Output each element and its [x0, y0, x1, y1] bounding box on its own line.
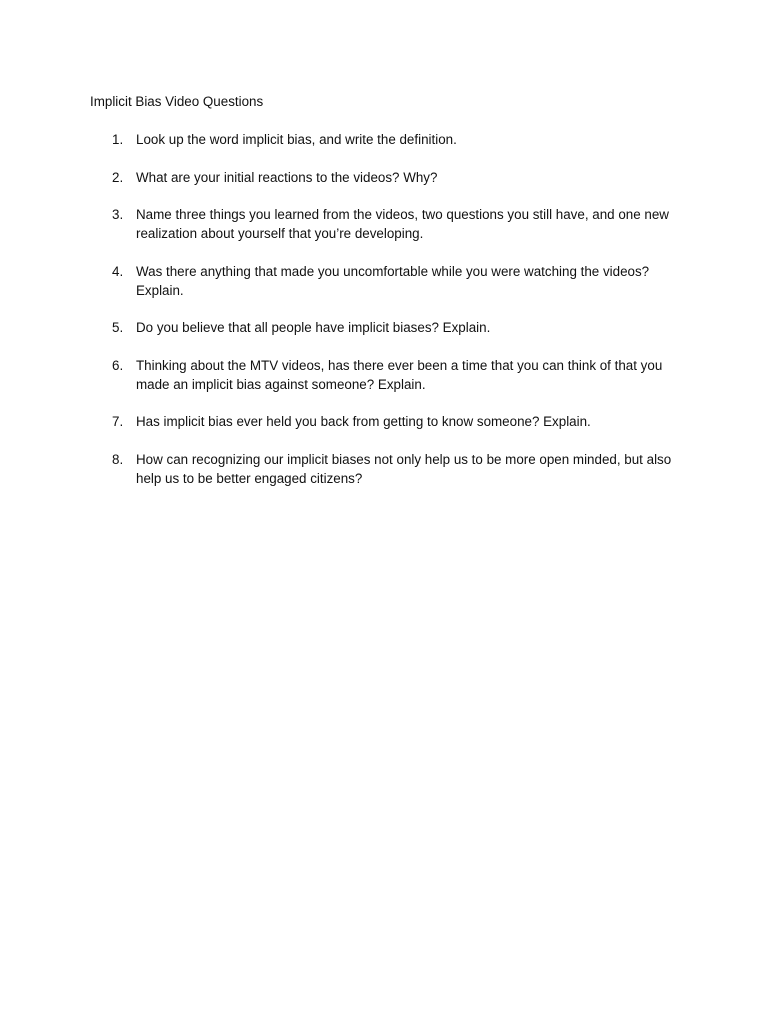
question-item-6 — [90, 356, 680, 394]
question-text: Look up the word implicit bias, and write the definition. — [136, 132, 457, 147]
question-number: 6. — [112, 357, 124, 373]
question-number: 7. — [112, 414, 124, 429]
question-item-8 — [90, 450, 680, 488]
question-number: 3. — [112, 207, 124, 222]
question-number: 2. — [112, 169, 124, 185]
question-text: Do you believe that all people have implicit biases? Explain. — [136, 320, 491, 335]
question-item-7 — [90, 412, 680, 431]
question-item-4 — [90, 262, 680, 300]
question-text: Has implicit bias ever held you back from getting to know someone? Explain. — [136, 414, 591, 429]
question-text: Was there anything that made you uncomfortable while you were watching the videos? Explain. — [136, 263, 650, 298]
question-number: 8. — [112, 451, 124, 467]
question-item-2 — [90, 168, 680, 187]
question-item-3 — [90, 205, 680, 243]
question-list — [90, 130, 680, 506]
question-text: Thinking about the MTV videos, has there ever been a time that you can think of that you made an implicit bias against someone? Explain. — [136, 357, 663, 392]
question-text: What are your initial reactions to the videos? Why? — [136, 169, 438, 185]
question-text: How can recognizing our implicit biases not only help us to be more open minded, but also help us to be better engaged citizens? — [136, 451, 672, 486]
question-number: 4. — [112, 263, 124, 279]
question-item-5 — [90, 318, 680, 337]
question-item-1 — [90, 130, 680, 149]
question-number: 1. — [112, 132, 124, 147]
question-text: Name three things you learned from the videos, two questions you still have, and one new realization about yourself that you’re developing. — [136, 207, 669, 241]
question-number: 5. — [112, 320, 124, 335]
document-title: Implicit Bias Video Questions — [90, 94, 264, 109]
